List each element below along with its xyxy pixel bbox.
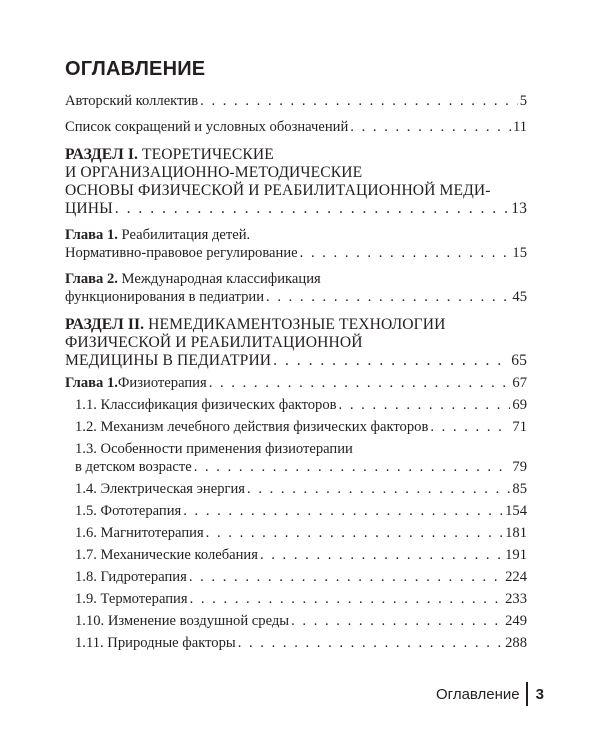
leader-dots <box>115 200 509 218</box>
toc-page-number: 65 <box>511 352 527 369</box>
toc-page-number: 15 <box>512 245 527 261</box>
leader-dots <box>200 92 518 110</box>
toc-page-number: 13 <box>511 200 527 217</box>
toc-entry-title: Реабилитация детей. <box>117 227 251 243</box>
section-label: РАЗДЕЛ I. <box>65 146 138 163</box>
leader-dots <box>238 634 503 652</box>
toc-page-number: 5 <box>519 93 527 109</box>
leader-dots <box>183 502 503 520</box>
toc-section <box>65 316 527 370</box>
toc-page-number: 249 <box>505 613 527 629</box>
toc-page-number: 85 <box>512 481 527 497</box>
leader-dots <box>273 352 509 370</box>
toc-subentry <box>75 524 527 542</box>
toc-subentry <box>75 418 527 436</box>
toc-entry-title: 1.8. Гидротерапия <box>75 569 187 585</box>
toc-entry <box>65 92 527 110</box>
toc-entry <box>65 118 527 136</box>
leader-dots <box>247 480 510 498</box>
toc-entry-title: в детском возрасте <box>75 459 192 475</box>
toc-subentry <box>75 440 527 476</box>
toc-page-number: 181 <box>505 525 527 541</box>
leader-dots <box>266 288 510 306</box>
toc-page-number: 224 <box>505 569 527 585</box>
toc-subentry <box>75 590 527 608</box>
toc-page-number: 69 <box>512 397 527 413</box>
leader-dots <box>206 524 503 542</box>
leader-dots <box>189 568 503 586</box>
leader-dots <box>209 374 511 392</box>
toc-page-number: 45 <box>512 289 527 305</box>
toc-entry-title: 1.10. Изменение воздушной среды <box>75 613 290 629</box>
toc-entry-title: 1.3. Особенности применения физиотерапии <box>75 441 353 457</box>
toc-entry-title: 1.2. Механизм лечебного действия физических факторов <box>75 419 429 435</box>
toc-entry-title: функционирования в педиатрии <box>65 289 265 305</box>
toc-chapter <box>65 226 527 262</box>
toc-entry-title: 1.9. Термотерапия <box>75 591 188 607</box>
toc-entry-title: ТЕОРЕТИЧЕСКИЕ <box>138 146 274 163</box>
toc-entry-title: ОСНОВЫ ФИЗИЧЕСКОЙ И РЕАБИЛИТАЦИОННОЙ МЕДИ- <box>65 182 491 199</box>
leader-dots <box>339 396 511 414</box>
toc-entry-title: ЦИНЫ <box>65 200 113 217</box>
toc-entry-title: 1.1. Классификация физических факторов <box>75 397 337 413</box>
leader-dots <box>291 612 503 630</box>
toc-page-number: 11 <box>512 119 527 135</box>
chapter-label: Глава 1. <box>65 227 118 243</box>
leader-dots <box>430 418 510 436</box>
toc-chapter <box>65 270 527 306</box>
toc-section <box>65 146 527 218</box>
running-footer-label: Оглавление <box>436 685 520 703</box>
footer-divider <box>526 682 528 706</box>
toc-subentry <box>75 612 527 630</box>
toc-subentry <box>75 480 527 498</box>
toc-subentry <box>75 396 527 414</box>
toc-entry-title: МЕДИЦИНЫ В ПЕДИАТРИИ <box>65 352 272 369</box>
toc-entry-title: И ОРГАНИЗАЦИОННО-МЕТОДИЧЕСКИЕ <box>65 164 363 181</box>
toc-page-number: 79 <box>512 459 527 475</box>
page-number: 3 <box>535 685 544 703</box>
toc-subentry <box>75 546 527 564</box>
toc-entry-title: 1.4. Электрическая энергия <box>75 481 246 497</box>
toc-entry-title: Физиотерапия <box>117 375 207 391</box>
toc-entry-title: 1.5. Фототерапия <box>75 503 182 519</box>
toc-entry-title: 1.6. Магнитотерапия <box>75 525 204 541</box>
toc-subentry <box>75 634 527 652</box>
toc-page-number: 67 <box>512 375 527 391</box>
leader-dots <box>190 590 504 608</box>
section-label: РАЗДЕЛ II. <box>65 316 145 333</box>
toc-entry-title: ФИЗИЧЕСКОЙ И РЕАБИЛИТАЦИОННОЙ <box>65 334 363 351</box>
page-title: ОГЛАВЛЕНИЕ <box>65 58 206 80</box>
toc-chapter <box>65 374 527 392</box>
toc-page-number: 191 <box>505 547 527 563</box>
toc-entry-title: 1.11. Природные факторы <box>75 635 236 651</box>
toc-page-number: 233 <box>505 591 527 607</box>
leader-dots <box>350 118 511 136</box>
toc-entry-title: НЕМЕДИКАМЕНТОЗНЫЕ ТЕХНОЛОГИИ <box>144 316 446 333</box>
leader-dots <box>194 458 511 476</box>
toc-entry-title: Авторский коллектив <box>65 93 199 109</box>
leader-dots <box>300 244 511 262</box>
chapter-label: Глава 2. <box>65 271 118 287</box>
leader-dots <box>260 546 503 564</box>
toc-page-number: 154 <box>505 503 527 519</box>
toc-page-number: 71 <box>512 419 527 435</box>
toc-subentry <box>75 568 527 586</box>
table-of-contents <box>65 92 527 656</box>
toc-entry-title: Список сокращений и условных обозначений <box>65 119 349 135</box>
toc-entry-title: 1.7. Механические колебания <box>75 547 258 563</box>
toc-page-number: 288 <box>505 635 527 651</box>
toc-entry-title: Нормативно-правовое регулирование <box>65 245 298 261</box>
toc-entry-title: Международная классификация <box>117 271 321 287</box>
toc-subentry <box>75 502 527 520</box>
page-footer <box>436 683 544 705</box>
chapter-label: Глава 1. <box>65 375 118 391</box>
